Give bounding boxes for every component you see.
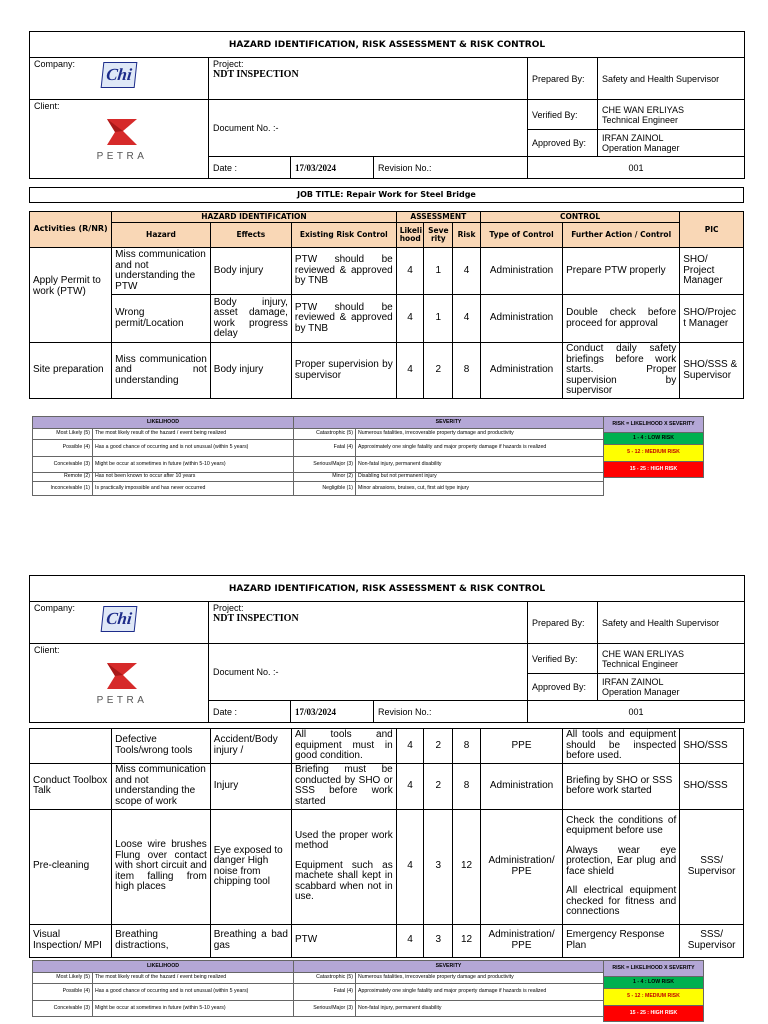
- company-cell: Company: Chi: [30, 58, 209, 100]
- project-cell: Project: NDT INSPECTION: [209, 602, 528, 644]
- date-value: 17/03/2024: [291, 701, 374, 723]
- table-row: Wrong permit/Location Body injury, asset damage, work progress delay PTW should be reviewed & approved by TNB 4 1 4 Administration Double check before proceed for approval SHO/Projec t Manager: [30, 295, 744, 343]
- client-logo: PETRA: [87, 661, 157, 706]
- header-table: HAZARD IDENTIFICATION, RISK ASSESSMENT & RISK CONTROL Company: Chi Project: NDT INSPECTION Prepared By: Safety and Health Supervisor Client: PETRA Document No. :- Verified By: CHE WAN ERLIYAS Technical Engineer Approved By: IRFAN ZAINOL Operation Manager Date : 17/03/2024 Revision No.: 001: [29, 575, 745, 723]
- risk-matrix-legend: RISK = LIKELIHOOD X SEVERITY 1 - 4 : LOW RISK 5 - 12 : MEDIUM RISK 15 - 25 : HIGH RISK: [603, 416, 704, 478]
- client-cell: Client: PETRA: [30, 644, 209, 723]
- risk-legend: LIKELIHOOD SEVERITY Most Likely (5) The most likely result of the hazard / event being realized Catastrophic (5) Numerous fatalities, irrecoverable property damage and productivity Possible (4) Has a good chance of occurring and is not unusual (within 5 years) Fatal (4) Approximately one single fatality and major property damage if hazards is realized Conceivable (3) Might be occur at sometimes in future (within 5-10 years) Serious/Major (3) Non-fatal injury, permanent disability: [32, 960, 604, 1017]
- risk-table-page1: Activities (R/NR) HAZARD IDENTIFICATION ASSESSMENT CONTROL PIC Hazard Effects Existing Risk Control Likeli hood Seve rity Risk Type of Control Further Action / Control Apply Permit to work (PTW) Miss communication and not understanding the PTW Body injury PTW should be reviewed & approved by TNB 4 1 4 Administration Prepare PTW properly SHO/ Project Manager Wrong permit/Location Body injury, asset damage, work progress delay PTW should be reviewed & approved by TNB 4 1 4 Administration Double check before proceed for approval SHO/Projec t Manager Site preparation Miss communication and not understanding Body injury Proper supervision by supervisor 4 2 8 Administration Conduct daily safety briefings before work starts. Proper supervision by supervisor SHO/SSS & Supervisor: [29, 211, 744, 399]
- table-row: Conduct Toolbox Talk Miss communication and not understanding the scope of work Injury Briefing must be conducted by SHO or SSS before work started 4 2 8 Administration Briefing by SHO or SSS before work started SHO/SSS: [30, 763, 744, 809]
- revision-value: 001: [528, 157, 745, 179]
- petra-logo-icon: [105, 117, 139, 147]
- company-cell: Company: Chi: [30, 602, 209, 644]
- table-row: Pre-cleaning Loose wire brushes Flung over contact with short circuit and item falling from high places Eye exposed to danger High noise from chipping tool Used the proper work method Equipment such as machete shall kept in scabbard when not in use. 4 3 12 Administration/ PPE Check the conditions of equipment before use Always wear eye protection, Ear plug and face shield All electrical equipment checked for fitness and connections SSS/ Supervisor: [30, 809, 744, 924]
- document-title: HAZARD IDENTIFICATION, RISK ASSESSMENT & RISK CONTROL: [30, 32, 745, 58]
- risk-matrix-legend: RISK = LIKELIHOOD X SEVERITY 1 - 4 : LOW RISK 5 - 12 : MEDIUM RISK 15 - 25 : HIGH RISK: [603, 960, 704, 1022]
- header-table: HAZARD IDENTIFICATION, RISK ASSESSMENT & RISK CONTROL Company: Chi Project: NDT INSPECTION Prepared By: Safety and Health Supervisor Client: PETRA Document No. :- Verified By: CHE WAN ERLIYAS Technical Engineer Approved By: IRFAN ZAINOL Operation Manager Date : 17/03/2024 Revision No.: 001: [29, 31, 745, 179]
- client-logo: PETRA: [87, 117, 157, 162]
- page-1: [29, 31, 744, 511]
- page-2: [29, 575, 744, 1024]
- client-cell: Client: PETRA: [30, 100, 209, 179]
- job-title: JOB TITLE: Repair Work for Steel Bridge: [29, 187, 744, 203]
- project-cell: Project: NDT INSPECTION: [209, 58, 528, 100]
- table-row: Apply Permit to work (PTW) Miss communication and not understanding the PTW Body injury PTW should be reviewed & approved by TNB 4 1 4 Administration Prepare PTW properly SHO/ Project Manager: [30, 248, 744, 295]
- company-logo: Chi: [101, 62, 138, 88]
- table-row: Site preparation Miss communication and not understanding Body injury Proper supervision by supervisor 4 2 8 Administration Conduct daily safety briefings before work starts. Proper supervision by supervisor SHO/SSS & Supervisor: [30, 343, 744, 399]
- risk-legend: LIKELIHOOD SEVERITY Most Likely (5) The most likely result of the hazard / event being realized Catastrophic (5) Numerous fatalities, irrecoverable property damage and productivity Possible (4) Has a good chance of occurring and is not unusual (within 5 years) Fatal (4) Approximately one single fatality and major property damage if hazards is realized Conceivable (3) Might be occur at sometimes in future (within 5-10 years) Serious/Major (3) Non-fatal injury, permanent disability Remote (2) Has not been known to occur after 10 years Minor (2) Disabling but not permanent injury Inconceivable (1) Is practically impossible and has never occurred Negligible (1) Minor abrasions, bruises, cut, first aid type injury: [32, 416, 604, 496]
- project-value: NDT INSPECTION: [213, 69, 299, 80]
- table-row: Defective Tools/wrong tools Accident/Body injury / All tools and equipment must in good condition. 4 2 8 PPE All tools and equipment should be inspected before used. SHO/SSS: [30, 729, 744, 764]
- petra-logo-icon: [105, 661, 139, 691]
- project-value: NDT INSPECTION: [213, 613, 299, 624]
- revision-value: 001: [528, 701, 745, 723]
- risk-table-page2: [29, 728, 744, 958]
- company-logo: Chi: [101, 606, 138, 632]
- prepared-value: Safety and Health Supervisor: [598, 602, 745, 644]
- table-row: Visual Inspection/ MPI Breathing distractions, Breathing a bad gas PTW 4 3 12 Administration/ PPE Emergency Response Plan SSS/ Supervisor: [30, 924, 744, 957]
- prepared-value: Safety and Health Supervisor: [598, 58, 745, 100]
- date-value: 17/03/2024: [291, 157, 374, 179]
- document-title: HAZARD IDENTIFICATION, RISK ASSESSMENT & RISK CONTROL: [30, 576, 745, 602]
